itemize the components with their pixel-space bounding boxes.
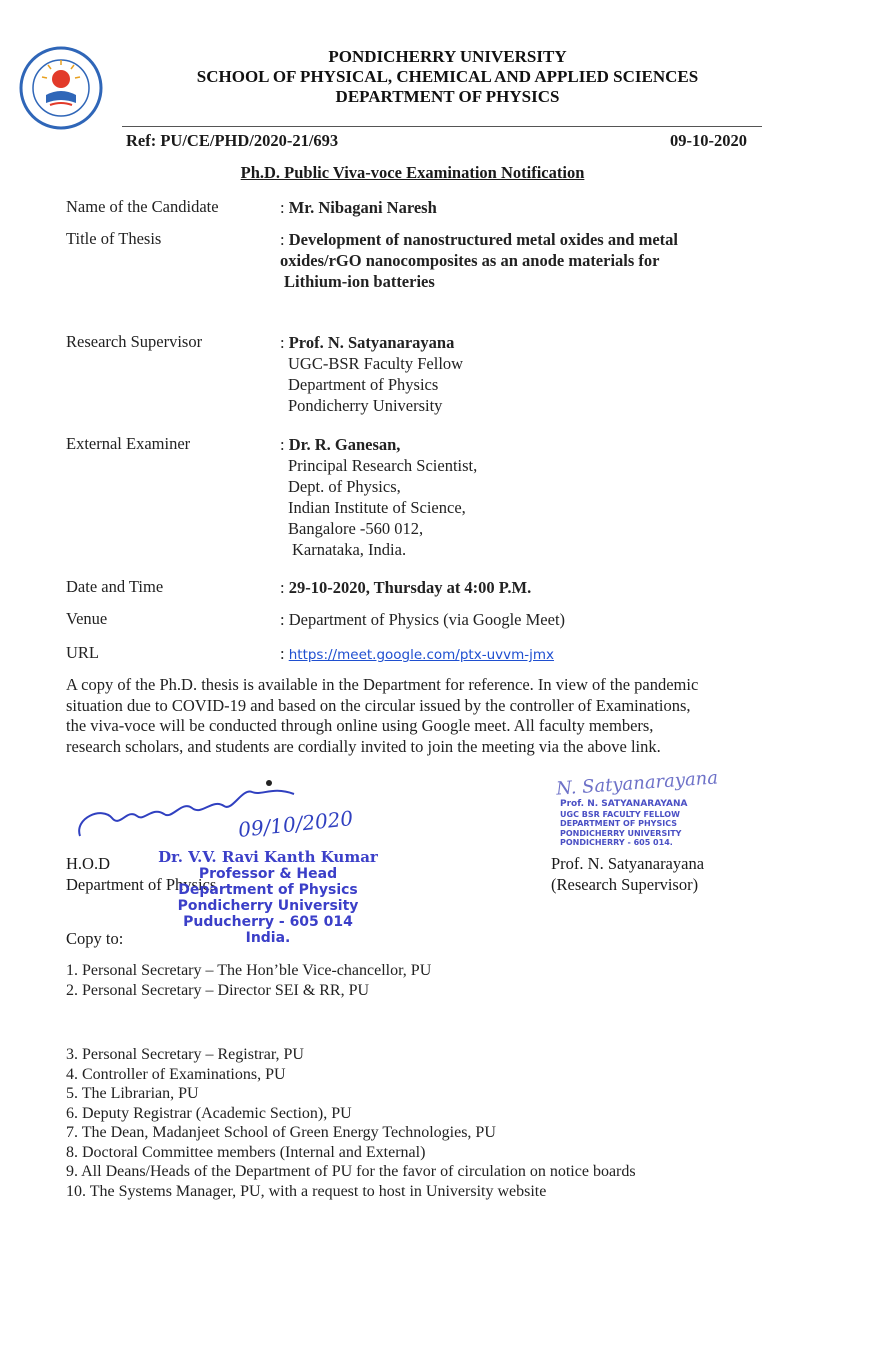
list-item: 9. All Deans/Heads of the Department of PU for the favor of circulation on notice boards xyxy=(66,1163,636,1180)
list-item: 1. Personal Secretary – The Hon’ble Vice-chancellor, PU xyxy=(66,962,432,979)
supervisor-signature: N. Satyanarayana xyxy=(555,767,719,800)
list-item: 4. Controller of Examinations, PU xyxy=(66,1065,286,1083)
list-item: 2. Personal Secretary – Director SEI & RR, PU xyxy=(66,981,370,999)
supervisor-sign-role: (Research Supervisor) xyxy=(551,875,699,894)
copy-list-a xyxy=(66,961,431,1000)
list-item: 8. Doctoral Committee members (Internal and External) xyxy=(66,1143,426,1161)
list-item: 6. Deputy Registrar (Academic Section), PU xyxy=(66,1104,352,1122)
thesis-label: Title of Thesis xyxy=(66,229,162,248)
datetime-label: Date and Time xyxy=(66,577,164,596)
department-name: DEPARTMENT OF PHYSICS xyxy=(335,87,560,106)
meeting-link[interactable]: https://meet.google.com/ptx-uvvm-jmx xyxy=(288,647,555,663)
hod-department: Department of Physics xyxy=(66,875,217,894)
datetime-value: : 29-10-2020, Thursday at 4:00 P.M. xyxy=(280,578,532,597)
header-rule xyxy=(122,126,762,127)
list-item: 3. Personal Secretary – Registrar, PU xyxy=(66,1046,304,1063)
reference-number: Ref: PU/CE/PHD/2020-21/693 xyxy=(126,131,339,150)
thesis-title: : Development of nanostructured metal oxides and metal oxides/rGO nanocomposites as an anode materials for Lithium-ion batteries xyxy=(280,230,678,291)
university-name: PONDICHERRY UNIVERSITY xyxy=(328,47,567,66)
reference-date: 09-10-2020 xyxy=(670,131,747,150)
info-paragraph: A copy of the Ph.D. thesis is available in the Department for reference. In view of the pandemic situation due to COVID-19 and based on the circular issued by the controller of Examinations, the viva-voce will be conducted through online using Google meet. All faculty members, research scholars, and students are cordially invited to join the meeting via the above link. xyxy=(66,675,699,756)
candidate-label: Name of the Candidate xyxy=(66,197,219,216)
notice-title: Ph.D. Public Viva-voce Examination Notification xyxy=(240,163,585,182)
hod-role: H.O.D xyxy=(66,854,110,873)
school-name: SCHOOL OF PHYSICAL, CHEMICAL AND APPLIED SCIENCES xyxy=(196,67,699,86)
list-item: 10. The Systems Manager, PU, with a request to host in University website xyxy=(66,1182,547,1200)
url-row: : https://meet.google.com/ptx-uvvm-jmx xyxy=(280,644,555,663)
supervisor-stamp: Prof. N. SATYANARAYANA UGC BSR FACULTY FELLOW DEPARTMENT OF PHYSICS PONDICHERRY UNIVERSITY PONDICHERRY - 605 014. xyxy=(560,799,688,847)
hod-signature-date: 09/10/2020 xyxy=(237,806,355,842)
examiner-details: : Dr. R. Ganesan, Principal Research Scientist, Dept. of Physics, Indian Institute of Science, Bangalore -560 012, Karnataka, India. xyxy=(280,435,478,559)
supervisor-label: Research Supervisor xyxy=(66,332,203,351)
hod-stamp: Dr. V.V. Ravi Kanth Kumar Professor & Head Department of Physics Pondicherry University Puducherry - 605 014 India. xyxy=(158,848,378,946)
copy-list-b xyxy=(66,1045,636,1201)
supervisor-sign-name: Prof. N. Satyanarayana xyxy=(551,854,705,873)
examiner-label: External Examiner xyxy=(66,434,191,453)
venue-value: : Department of Physics (via Google Meet) xyxy=(280,610,566,629)
list-item: 5. The Librarian, PU xyxy=(66,1085,199,1102)
url-label: URL xyxy=(66,643,99,662)
venue-label: Venue xyxy=(66,609,108,628)
copy-to-label: Copy to: xyxy=(66,929,124,948)
supervisor-details: : Prof. N. Satyanarayana UGC-BSR Faculty Fellow Department of Physics Pondicherry University xyxy=(280,333,464,415)
list-item: 7. The Dean, Madanjeet School of Green Energy Technologies, PU xyxy=(66,1124,496,1141)
candidate-value: : Mr. Nibagani Naresh xyxy=(280,198,437,217)
